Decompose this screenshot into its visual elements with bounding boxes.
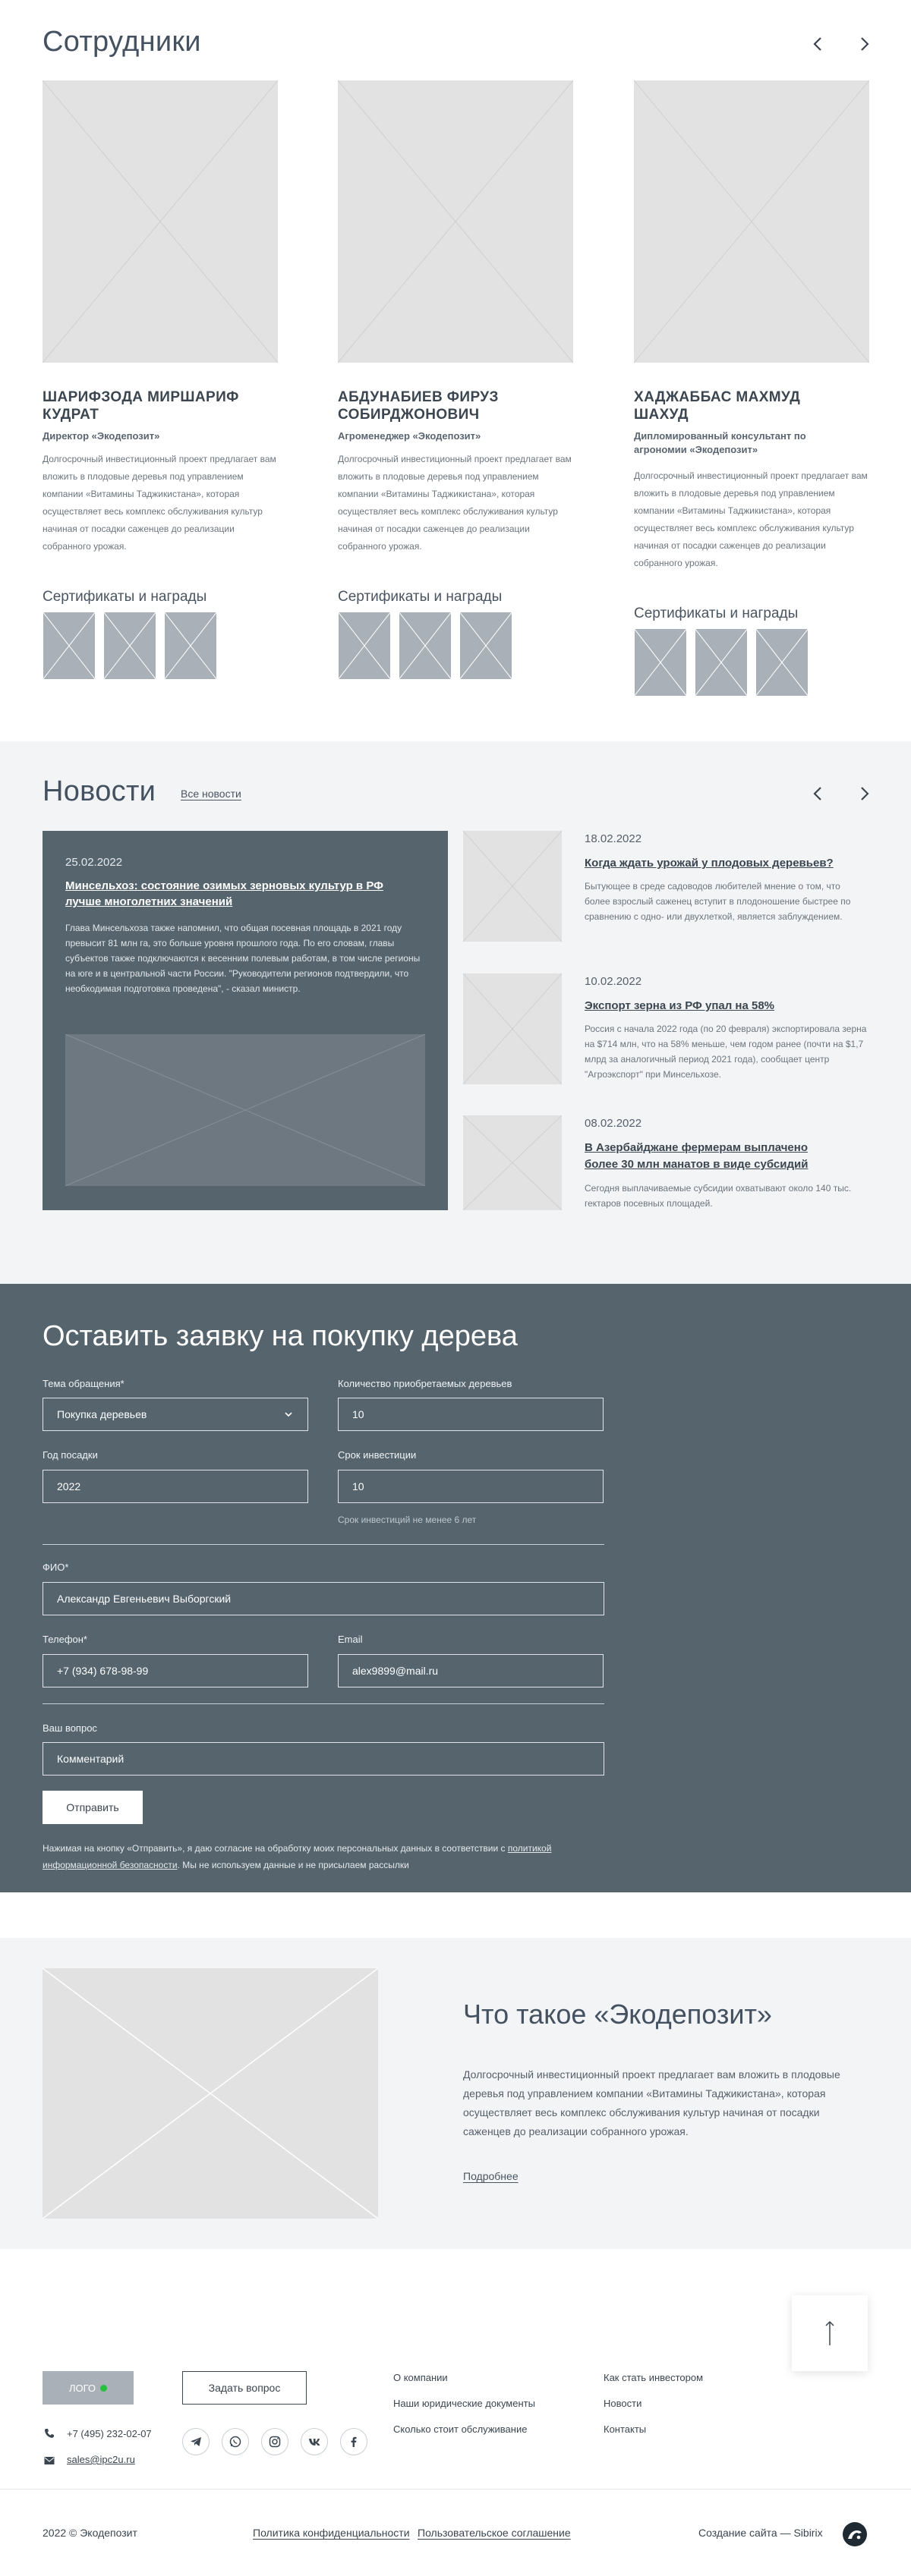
certificate-thumbnail[interactable] bbox=[459, 612, 512, 680]
employee-role: Директор «Экодепозит» bbox=[43, 430, 160, 442]
whatsapp-icon[interactable] bbox=[222, 2428, 249, 2455]
news-date: 08.02.2022 bbox=[585, 1117, 642, 1130]
about-image bbox=[43, 1968, 378, 2219]
employee-photo bbox=[338, 80, 573, 363]
news-image bbox=[65, 1034, 425, 1186]
planting-year-label: Год посадки bbox=[43, 1449, 98, 1461]
employees-prev-arrow[interactable] bbox=[808, 33, 829, 55]
news-image[interactable] bbox=[463, 973, 562, 1084]
form-divider bbox=[43, 1703, 604, 1704]
footer-divider bbox=[0, 2489, 911, 2490]
facebook-icon[interactable] bbox=[340, 2428, 367, 2455]
ask-question-button[interactable]: Задать вопрос bbox=[182, 2371, 307, 2405]
logo[interactable] bbox=[43, 2371, 134, 2405]
topic-selected-value: Покупка деревьев bbox=[57, 1408, 147, 1420]
about-title: Что такое «Экодепозит» bbox=[463, 1999, 772, 2030]
footer-email[interactable]: sales@ipc2u.ru bbox=[67, 2454, 135, 2465]
news-title-link[interactable]: Минсельхоз: состояние озимых зерновых культур в РФ лучше многолетних значений bbox=[65, 879, 383, 908]
news-text: Глава Минсельхоза также напомнил, что общая посевная площадь в 2021 году превысит 81 млн га, это больше уровня прошлого года. По его словам, главы субъектов также подключаются к весенним полевым работам, в том числе регионы на юге и в центральной части России. "Руководители регионов подтвердили, что необходимая подготовка проведена", - сказал министр. bbox=[65, 923, 421, 994]
news-date: 25.02.2022 bbox=[65, 856, 123, 869]
certificate-thumbnail[interactable] bbox=[755, 628, 809, 697]
privacy-policy-footer-link[interactable]: Политика конфиденциальности bbox=[253, 2527, 410, 2539]
email-label: Email bbox=[338, 1634, 363, 1645]
consent-text bbox=[43, 1840, 604, 1873]
logo-text: ЛОГО bbox=[68, 2382, 96, 2394]
telegram-icon[interactable] bbox=[182, 2428, 210, 2455]
footer-link-about[interactable]: О компании bbox=[393, 2372, 448, 2383]
employee-description: Долгосрочный инвестиционный проект предлагает вам вложить в плодовые деревья под управлением компании «Витамины Таджикистана», которая осуществляет весь комплекс обслуживания культур начиная от посадки саженцев до реализации собранного урожая. bbox=[43, 454, 276, 552]
planting-year-input[interactable]: 2022 bbox=[43, 1470, 308, 1503]
employee-photo bbox=[43, 80, 278, 363]
form-title: Оставить заявку на покупку дерева bbox=[43, 1320, 518, 1352]
quantity-input[interactable]: 10 bbox=[338, 1398, 604, 1431]
certificate-thumbnail[interactable] bbox=[103, 612, 156, 680]
footer-link-news[interactable]: Новости bbox=[604, 2398, 642, 2409]
news-title-link[interactable]: Когда ждать урожай у плодовых деревьев? bbox=[585, 857, 834, 870]
submit-button[interactable]: Отправить bbox=[43, 1791, 143, 1824]
news-title-link[interactable]: В Азербайджане фермерам выплачено более 30 млн манатов в виде субсидий bbox=[585, 1141, 809, 1171]
news-title-link[interactable]: Экспорт зерна из РФ упал на 58% bbox=[585, 999, 775, 1012]
employee-photo bbox=[634, 80, 869, 363]
fio-input[interactable]: Александр Евгеньевич Выборгский bbox=[43, 1582, 604, 1615]
employee-description: Долгосрочный инвестиционный проект предлагает вам вложить в плодовые деревья под управлением компании «Витамины Таджикистана», которая осуществляет весь комплекс обслуживания культур начиная от посадки саженцев до реализации собранного урожая. bbox=[634, 470, 868, 568]
sibirix-logo-icon bbox=[843, 2522, 867, 2550]
about-more-link[interactable]: Подробнее bbox=[463, 2170, 519, 2182]
employee-name: ШАРИФЗОДА МИРШАРИФ КУДРАТ bbox=[43, 389, 239, 423]
email-input[interactable]: alex9899@mail.ru bbox=[338, 1654, 604, 1687]
consent-text-start: Нажимая на кнопку «Отправить», я даю согласие на обработку моих персональных данных в соответствии с bbox=[43, 1843, 506, 1854]
news-image[interactable] bbox=[463, 1115, 562, 1210]
phone-label: Телефон* bbox=[43, 1634, 87, 1645]
news-text: Бытующее в среде садоводов любителей мнение о том, что более взрослый саженец вступит в плодоношение быстрее по сравнению с одно- или двухлеткой, является заблуждением. bbox=[585, 881, 851, 922]
news-text: Россия с начала 2022 года (по 20 февраля) экспортировала зерна на $714 млн, что на 58% меньше, чем годом ранее (почти на $1,7 млрд за аналогичный период 2021 года), сообщает центр "Агроэкспорт" при Минсельхозе. bbox=[585, 1024, 867, 1080]
footer-link-service-cost[interactable]: Сколько стоит обслуживание bbox=[393, 2423, 528, 2435]
question-label: Ваш вопрос bbox=[43, 1722, 97, 1734]
news-image[interactable] bbox=[463, 831, 562, 942]
topic-label: Тема обращения* bbox=[43, 1378, 125, 1389]
arrow-up-icon bbox=[824, 2320, 835, 2347]
footer-link-contacts[interactable]: Контакты bbox=[604, 2423, 647, 2435]
chevron-right-icon bbox=[853, 33, 875, 55]
investment-term-input[interactable]: 10 bbox=[338, 1470, 604, 1503]
certificate-thumbnail[interactable] bbox=[164, 612, 217, 680]
privacy-policy-link[interactable]: политикой информационной безопасности bbox=[43, 1843, 552, 1870]
footer-phone[interactable]: +7 (495) 232-02-07 bbox=[67, 2428, 152, 2439]
investment-term-label: Срок инвестиции bbox=[338, 1449, 417, 1461]
fio-label: ФИО* bbox=[43, 1562, 69, 1573]
topic-select[interactable] bbox=[43, 1398, 308, 1431]
phone-icon bbox=[44, 2428, 55, 2442]
investment-term-hint: Срок инвестиций не менее 6 лет bbox=[338, 1514, 477, 1525]
chevron-left-icon bbox=[808, 783, 829, 804]
news-title: Новости bbox=[43, 775, 156, 807]
consent-text-end: . Мы не используем данные и не присылаем рассылки bbox=[177, 1860, 409, 1870]
chevron-left-icon bbox=[808, 33, 829, 55]
employee-description: Долгосрочный инвестиционный проект предлагает вам вложить в плодовые деревья под управлением компании «Витамины Таджикистана», которая осуществляет весь комплекс обслуживания культур начиная от посадки саженцев до реализации собранного урожая. bbox=[338, 454, 572, 552]
user-agreement-link[interactable]: Пользовательское соглашение bbox=[418, 2527, 571, 2539]
certificates-label: Сертификаты и награды bbox=[338, 589, 503, 605]
footer-link-become-investor[interactable]: Как стать инвестором bbox=[604, 2372, 704, 2383]
developer-credit-link[interactable]: Создание сайта — Sibirix bbox=[698, 2527, 823, 2539]
news-date: 18.02.2022 bbox=[585, 832, 642, 845]
logo-dot-icon bbox=[100, 2385, 107, 2392]
all-news-link[interactable]: Все новости bbox=[181, 788, 241, 800]
featured-news-card[interactable] bbox=[43, 831, 448, 1210]
certificate-thumbnail[interactable] bbox=[43, 612, 96, 680]
employee-role: Дипломированный консультант по агрономии «Экодепозит» bbox=[634, 430, 806, 455]
question-textarea[interactable]: Комментарий bbox=[43, 1742, 604, 1776]
certificate-thumbnail[interactable] bbox=[399, 612, 452, 680]
mail-icon bbox=[44, 2455, 55, 2469]
quantity-label: Количество приобретаемых деревьев bbox=[338, 1378, 512, 1389]
employee-role: Агроменеджер «Экодепозит» bbox=[338, 430, 481, 442]
employee-name: ХАДЖАББАС МАХМУД ШАХУД bbox=[634, 389, 801, 423]
certificates-label: Сертификаты и награды bbox=[634, 605, 799, 621]
chevron-right-icon bbox=[853, 783, 875, 804]
employees-title: Сотрудники bbox=[43, 26, 201, 58]
about-text: Долгосрочный инвестиционный проект предлагает вам вложить в плодовые деревья под управлением компании «Витамины Таджикистана», которая осуществляет весь комплекс обслуживания культур начиная от посадки саженцев до реализации собранного урожая. bbox=[463, 2068, 840, 2137]
instagram-icon[interactable] bbox=[261, 2428, 288, 2455]
vk-icon[interactable] bbox=[301, 2428, 328, 2455]
certificate-thumbnail[interactable] bbox=[634, 628, 687, 697]
chevron-down-icon bbox=[283, 1409, 294, 1420]
news-next-arrow[interactable] bbox=[853, 783, 875, 804]
employee-name: АБДУНАБИЕВ ФИРУЗ СОБИРДЖОНОВИЧ bbox=[338, 389, 499, 423]
certificates-label: Сертификаты и награды bbox=[43, 589, 207, 605]
news-prev-arrow[interactable] bbox=[808, 783, 829, 804]
certificate-thumbnail[interactable] bbox=[695, 628, 748, 697]
scroll-to-top-button[interactable] bbox=[792, 2295, 868, 2371]
employees-next-arrow[interactable] bbox=[853, 33, 875, 55]
footer-link-legal-docs[interactable]: Наши юридические документы bbox=[393, 2398, 535, 2409]
copyright: 2022 © Экодепозит bbox=[43, 2527, 137, 2539]
news-text: Сегодня выплачиваемые субсидии охватывают около 140 тыс. гектаров посевных площадей. bbox=[585, 1183, 852, 1209]
news-date: 10.02.2022 bbox=[585, 975, 642, 988]
phone-input[interactable]: +7 (934) 678-98-99 bbox=[43, 1654, 308, 1687]
certificate-thumbnail[interactable] bbox=[338, 612, 391, 680]
form-divider bbox=[43, 1544, 604, 1545]
